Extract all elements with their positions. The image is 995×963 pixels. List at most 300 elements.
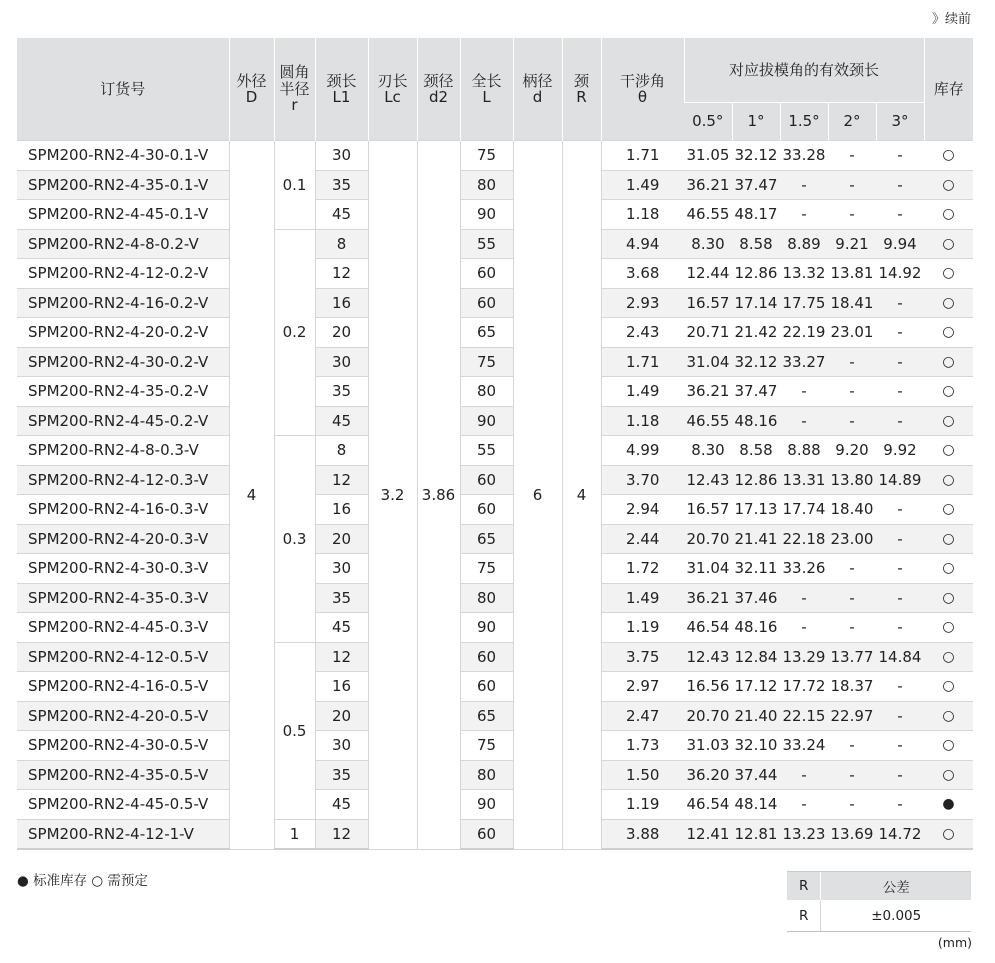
effective-neck-length: 14.92 bbox=[876, 259, 924, 289]
table-row bbox=[17, 819, 973, 849]
interference-angle: 3.70 bbox=[601, 465, 684, 495]
effective-neck-length: 22.97 bbox=[828, 701, 876, 731]
stock-status: ○ bbox=[924, 819, 973, 849]
neck-length: 12 bbox=[315, 259, 368, 289]
stock-status: ○ bbox=[924, 583, 973, 613]
neck-length: 16 bbox=[315, 495, 368, 525]
interference-angle: 1.73 bbox=[601, 731, 684, 761]
overall-length: 65 bbox=[460, 701, 513, 731]
overall-length: 90 bbox=[460, 406, 513, 436]
effective-neck-length: 8.89 bbox=[780, 229, 828, 259]
effective-neck-length: - bbox=[780, 200, 828, 230]
stock-status: ○ bbox=[924, 229, 973, 259]
interference-angle: 4.94 bbox=[601, 229, 684, 259]
effective-neck-length: 12.84 bbox=[732, 642, 780, 672]
stock-status: ○ bbox=[924, 701, 973, 731]
order-number: SPM200-RN2-4-8-0.2-V bbox=[17, 229, 229, 259]
header-order-no: 订货号 bbox=[17, 38, 229, 141]
corner-radius: 0.3 bbox=[274, 436, 315, 643]
effective-neck-length: 33.24 bbox=[780, 731, 828, 761]
stock-status: ○ bbox=[924, 554, 973, 584]
stock-status: ○ bbox=[924, 170, 973, 200]
stock-status: ○ bbox=[924, 642, 973, 672]
effective-neck-length: 18.41 bbox=[828, 288, 876, 318]
interference-angle: 1.72 bbox=[601, 554, 684, 584]
effective-neck-length: - bbox=[828, 731, 876, 761]
interference-angle: 1.49 bbox=[601, 170, 684, 200]
effective-neck-length: 46.54 bbox=[684, 613, 732, 643]
header-angle: 0.5° bbox=[684, 103, 732, 141]
effective-neck-length: 14.72 bbox=[876, 819, 924, 849]
effective-neck-length: 46.55 bbox=[684, 200, 732, 230]
effective-neck-length: 46.54 bbox=[684, 790, 732, 820]
interference-angle: 1.71 bbox=[601, 347, 684, 377]
neck-length: 12 bbox=[315, 819, 368, 849]
stock-status: ○ bbox=[924, 613, 973, 643]
effective-neck-length: - bbox=[876, 790, 924, 820]
effective-neck-length: - bbox=[780, 170, 828, 200]
effective-neck-length: 13.29 bbox=[780, 642, 828, 672]
effective-neck-length: 18.37 bbox=[828, 672, 876, 702]
header-stock: 库存 bbox=[924, 38, 973, 141]
neck-length: 45 bbox=[315, 406, 368, 436]
overall-length: 60 bbox=[460, 672, 513, 702]
interference-angle: 2.44 bbox=[601, 524, 684, 554]
effective-neck-length: 37.46 bbox=[732, 583, 780, 613]
interference-angle: 3.88 bbox=[601, 819, 684, 849]
overall-length: 75 bbox=[460, 731, 513, 761]
order-number: SPM200-RN2-4-16-0.5-V bbox=[17, 672, 229, 702]
table-row bbox=[17, 701, 973, 731]
table-row bbox=[17, 141, 973, 171]
effective-neck-length: 17.74 bbox=[780, 495, 828, 525]
order-number: SPM200-RN2-4-12-0.3-V bbox=[17, 465, 229, 495]
effective-neck-length: 20.70 bbox=[684, 701, 732, 731]
effective-neck-length: - bbox=[828, 613, 876, 643]
effective-neck-length: 9.94 bbox=[876, 229, 924, 259]
effective-neck-length: 36.21 bbox=[684, 170, 732, 200]
stock-status: ○ bbox=[924, 436, 973, 466]
stock-status: ○ bbox=[924, 141, 973, 171]
effective-neck-length: 22.18 bbox=[780, 524, 828, 554]
effective-neck-length: - bbox=[876, 347, 924, 377]
neck-length: 12 bbox=[315, 465, 368, 495]
effective-neck-length: - bbox=[828, 377, 876, 407]
overall-length: 90 bbox=[460, 200, 513, 230]
table-row bbox=[17, 200, 973, 230]
overall-length: 60 bbox=[460, 495, 513, 525]
effective-neck-length: 12.81 bbox=[732, 819, 780, 849]
effective-neck-length: 8.58 bbox=[732, 229, 780, 259]
effective-neck-length: - bbox=[828, 554, 876, 584]
effective-neck-length: 12.43 bbox=[684, 642, 732, 672]
effective-neck-length: 36.20 bbox=[684, 760, 732, 790]
order-number: SPM200-RN2-4-30-0.5-V bbox=[17, 731, 229, 761]
overall-length: 75 bbox=[460, 141, 513, 171]
product-table bbox=[17, 38, 973, 850]
effective-neck-length: 32.11 bbox=[732, 554, 780, 584]
effective-neck-length: 8.88 bbox=[780, 436, 828, 466]
table-row bbox=[17, 613, 973, 643]
neck-length: 12 bbox=[315, 642, 368, 672]
neck-length: 30 bbox=[315, 347, 368, 377]
table-row bbox=[17, 229, 973, 259]
order-number: SPM200-RN2-4-8-0.3-V bbox=[17, 436, 229, 466]
stock-status: ○ bbox=[924, 347, 973, 377]
overall-length: 80 bbox=[460, 583, 513, 613]
order-number: SPM200-RN2-4-20-0.5-V bbox=[17, 701, 229, 731]
overall-length: 65 bbox=[460, 318, 513, 348]
table-row bbox=[17, 672, 973, 702]
neck-length: 30 bbox=[315, 731, 368, 761]
effective-neck-length: 33.27 bbox=[780, 347, 828, 377]
interference-angle: 1.50 bbox=[601, 760, 684, 790]
effective-neck-length: - bbox=[780, 760, 828, 790]
effective-neck-length: 12.86 bbox=[732, 465, 780, 495]
effective-neck-length: 13.77 bbox=[828, 642, 876, 672]
stock-status: ○ bbox=[924, 377, 973, 407]
table-row bbox=[17, 170, 973, 200]
effective-neck-length: 8.30 bbox=[684, 436, 732, 466]
effective-neck-length: 9.92 bbox=[876, 436, 924, 466]
outer-diameter: 4 bbox=[229, 141, 274, 850]
header-angle: 2° bbox=[828, 103, 876, 141]
effective-neck-length: 21.40 bbox=[732, 701, 780, 731]
effective-neck-length: 37.44 bbox=[732, 760, 780, 790]
neck-length: 8 bbox=[315, 229, 368, 259]
effective-neck-length: 46.55 bbox=[684, 406, 732, 436]
effective-neck-length: - bbox=[828, 760, 876, 790]
neck-length: 20 bbox=[315, 701, 368, 731]
order-number: SPM200-RN2-4-20-0.2-V bbox=[17, 318, 229, 348]
table-row bbox=[17, 790, 973, 820]
effective-neck-length: - bbox=[780, 583, 828, 613]
corner-radius: 1 bbox=[274, 819, 315, 849]
effective-neck-length: 36.21 bbox=[684, 377, 732, 407]
effective-neck-length: - bbox=[828, 200, 876, 230]
effective-neck-length: - bbox=[876, 701, 924, 731]
order-number: SPM200-RN2-4-12-0.5-V bbox=[17, 642, 229, 672]
order-number: SPM200-RN2-4-30-0.2-V bbox=[17, 347, 229, 377]
neck-length: 20 bbox=[315, 524, 368, 554]
overall-length: 60 bbox=[460, 819, 513, 849]
effective-neck-length: - bbox=[780, 406, 828, 436]
effective-neck-length: 14.89 bbox=[876, 465, 924, 495]
effective-neck-length: 16.56 bbox=[684, 672, 732, 702]
table-row bbox=[17, 465, 973, 495]
stock-status: ○ bbox=[924, 200, 973, 230]
order-number: SPM200-RN2-4-12-0.2-V bbox=[17, 259, 229, 289]
effective-neck-length: - bbox=[828, 790, 876, 820]
header-angle: 1° bbox=[732, 103, 780, 141]
effective-neck-length: 18.40 bbox=[828, 495, 876, 525]
effective-neck-length: - bbox=[876, 406, 924, 436]
effective-neck-length: 13.32 bbox=[780, 259, 828, 289]
overall-length: 80 bbox=[460, 377, 513, 407]
table-row bbox=[17, 495, 973, 525]
effective-neck-length: 23.00 bbox=[828, 524, 876, 554]
effective-neck-length: 13.69 bbox=[828, 819, 876, 849]
effective-neck-length: - bbox=[828, 406, 876, 436]
stock-status: ○ bbox=[924, 524, 973, 554]
effective-neck-length: 48.14 bbox=[732, 790, 780, 820]
effective-neck-length: 22.19 bbox=[780, 318, 828, 348]
stock-status: ○ bbox=[924, 465, 973, 495]
effective-neck-length: - bbox=[876, 731, 924, 761]
effective-neck-length: - bbox=[876, 760, 924, 790]
interference-angle: 2.97 bbox=[601, 672, 684, 702]
order-number: SPM200-RN2-4-45-0.1-V bbox=[17, 200, 229, 230]
header-angle: 1.5° bbox=[780, 103, 828, 141]
effective-neck-length: 37.47 bbox=[732, 377, 780, 407]
effective-neck-length: 31.03 bbox=[684, 731, 732, 761]
effective-neck-length: 32.12 bbox=[732, 141, 780, 171]
effective-neck-length: - bbox=[876, 377, 924, 407]
header-shank-diameter: 柄径 d bbox=[513, 38, 562, 141]
neck-length: 30 bbox=[315, 554, 368, 584]
header-outer-diameter: 外径 D bbox=[229, 38, 274, 141]
effective-neck-length: 33.28 bbox=[780, 141, 828, 171]
header-interference-angle: 干涉角 θ bbox=[601, 38, 684, 141]
interference-angle: 1.19 bbox=[601, 613, 684, 643]
order-number: SPM200-RN2-4-45-0.5-V bbox=[17, 790, 229, 820]
effective-neck-length: 8.30 bbox=[684, 229, 732, 259]
header-neck-diameter: 颈径 d2 bbox=[417, 38, 460, 141]
table-row bbox=[17, 288, 973, 318]
effective-neck-length: 12.41 bbox=[684, 819, 732, 849]
effective-neck-length: 17.12 bbox=[732, 672, 780, 702]
stock-status: ○ bbox=[924, 318, 973, 348]
interference-angle: 2.43 bbox=[601, 318, 684, 348]
effective-neck-length: 48.17 bbox=[732, 200, 780, 230]
neck-length: 8 bbox=[315, 436, 368, 466]
neck-length: 30 bbox=[315, 141, 368, 171]
effective-neck-length: - bbox=[828, 141, 876, 171]
effective-neck-length: 16.57 bbox=[684, 288, 732, 318]
interference-angle: 1.18 bbox=[601, 200, 684, 230]
table-row bbox=[17, 583, 973, 613]
effective-neck-length: - bbox=[876, 288, 924, 318]
tolerance-table bbox=[787, 871, 971, 932]
tolerance-header-tol: 公差 bbox=[821, 872, 971, 901]
order-number: SPM200-RN2-4-45-0.2-V bbox=[17, 406, 229, 436]
effective-neck-length: - bbox=[876, 141, 924, 171]
effective-neck-length: 17.72 bbox=[780, 672, 828, 702]
effective-neck-length: - bbox=[876, 170, 924, 200]
effective-neck-length: 31.04 bbox=[684, 554, 732, 584]
effective-neck-length: - bbox=[876, 613, 924, 643]
shank-diameter: 6 bbox=[513, 141, 562, 850]
stock-status: ○ bbox=[924, 760, 973, 790]
order-number: SPM200-RN2-4-30-0.1-V bbox=[17, 141, 229, 171]
continued-label: 》续前 bbox=[931, 12, 971, 27]
table-row bbox=[17, 642, 973, 672]
order-number: SPM200-RN2-4-20-0.3-V bbox=[17, 524, 229, 554]
effective-neck-length: 32.12 bbox=[732, 347, 780, 377]
effective-neck-length: 13.23 bbox=[780, 819, 828, 849]
table-row bbox=[17, 524, 973, 554]
interference-angle: 3.68 bbox=[601, 259, 684, 289]
neck-length: 16 bbox=[315, 672, 368, 702]
effective-neck-length: 13.81 bbox=[828, 259, 876, 289]
effective-neck-length: 20.70 bbox=[684, 524, 732, 554]
effective-neck-length: 12.43 bbox=[684, 465, 732, 495]
effective-neck-length: - bbox=[876, 672, 924, 702]
interference-angle: 1.49 bbox=[601, 583, 684, 613]
effective-neck-length: - bbox=[828, 583, 876, 613]
header-effective-neck-length: 对应拔模角的有效颈长 bbox=[684, 38, 924, 103]
effective-neck-length: 33.26 bbox=[780, 554, 828, 584]
header-angle: 3° bbox=[876, 103, 924, 141]
order-number: SPM200-RN2-4-16-0.3-V bbox=[17, 495, 229, 525]
effective-neck-length: - bbox=[828, 347, 876, 377]
neck-length: 35 bbox=[315, 583, 368, 613]
order-number: SPM200-RN2-4-35-0.3-V bbox=[17, 583, 229, 613]
cutting-length: 3.2 bbox=[368, 141, 417, 850]
order-number: SPM200-RN2-4-35-0.5-V bbox=[17, 760, 229, 790]
neck-length: 20 bbox=[315, 318, 368, 348]
effective-neck-length: - bbox=[876, 318, 924, 348]
effective-neck-length: - bbox=[828, 170, 876, 200]
interference-angle: 1.49 bbox=[601, 377, 684, 407]
effective-neck-length: 20.71 bbox=[684, 318, 732, 348]
header-corner-radius: 圆角 半径 r bbox=[274, 38, 315, 141]
effective-neck-length: 9.21 bbox=[828, 229, 876, 259]
effective-neck-length: 17.14 bbox=[732, 288, 780, 318]
neck-length: 16 bbox=[315, 288, 368, 318]
header-neck-length: 颈长 L1 bbox=[315, 38, 368, 141]
table-row bbox=[17, 554, 973, 584]
effective-neck-length: 31.04 bbox=[684, 347, 732, 377]
effective-neck-length: 14.84 bbox=[876, 642, 924, 672]
effective-neck-length: - bbox=[876, 495, 924, 525]
tolerance-value-r: R bbox=[787, 900, 821, 932]
overall-length: 60 bbox=[460, 465, 513, 495]
interference-angle: 2.94 bbox=[601, 495, 684, 525]
neck-diameter: 3.86 bbox=[417, 141, 460, 850]
overall-length: 55 bbox=[460, 229, 513, 259]
table-row bbox=[17, 259, 973, 289]
effective-neck-length: 22.15 bbox=[780, 701, 828, 731]
stock-legend: ● 标准库存 ○ 需预定 bbox=[17, 873, 148, 889]
effective-neck-length: 9.20 bbox=[828, 436, 876, 466]
interference-angle: 1.71 bbox=[601, 141, 684, 171]
effective-neck-length: - bbox=[780, 790, 828, 820]
order-number: SPM200-RN2-4-30-0.3-V bbox=[17, 554, 229, 584]
corner-radius: 0.5 bbox=[274, 642, 315, 819]
header-overall-length: 全长 L bbox=[460, 38, 513, 141]
effective-neck-length: 23.01 bbox=[828, 318, 876, 348]
corner-radius: 0.1 bbox=[274, 141, 315, 230]
interference-angle: 2.93 bbox=[601, 288, 684, 318]
effective-neck-length: 13.31 bbox=[780, 465, 828, 495]
order-number: SPM200-RN2-4-35-0.2-V bbox=[17, 377, 229, 407]
tolerance-header-r: R bbox=[787, 872, 821, 901]
effective-neck-length: 12.44 bbox=[684, 259, 732, 289]
header-cutting-length: 刃长 Lc bbox=[368, 38, 417, 141]
effective-neck-length: 48.16 bbox=[732, 406, 780, 436]
effective-neck-length: 36.21 bbox=[684, 583, 732, 613]
neck-length: 35 bbox=[315, 377, 368, 407]
effective-neck-length: - bbox=[876, 554, 924, 584]
effective-neck-length: - bbox=[876, 583, 924, 613]
neck-length: 35 bbox=[315, 760, 368, 790]
effective-neck-length: 8.58 bbox=[732, 436, 780, 466]
neck-length: 45 bbox=[315, 613, 368, 643]
effective-neck-length: 32.10 bbox=[732, 731, 780, 761]
table-row bbox=[17, 760, 973, 790]
effective-neck-length: 16.57 bbox=[684, 495, 732, 525]
overall-length: 60 bbox=[460, 259, 513, 289]
stock-status: ○ bbox=[924, 731, 973, 761]
stock-status: ○ bbox=[924, 406, 973, 436]
interference-angle: 4.99 bbox=[601, 436, 684, 466]
neck-length: 45 bbox=[315, 200, 368, 230]
effective-neck-length: 17.13 bbox=[732, 495, 780, 525]
stock-status: ○ bbox=[924, 259, 973, 289]
neck-r: 4 bbox=[562, 141, 601, 850]
overall-length: 90 bbox=[460, 613, 513, 643]
corner-radius: 0.2 bbox=[274, 229, 315, 436]
overall-length: 55 bbox=[460, 436, 513, 466]
order-number: SPM200-RN2-4-12-1-V bbox=[17, 819, 229, 849]
header-neck-r: 颈 R bbox=[562, 38, 601, 141]
tolerance-value-tol: ±0.005 bbox=[821, 900, 971, 932]
interference-angle: 3.75 bbox=[601, 642, 684, 672]
order-number: SPM200-RN2-4-35-0.1-V bbox=[17, 170, 229, 200]
effective-neck-length: - bbox=[780, 377, 828, 407]
interference-angle: 1.18 bbox=[601, 406, 684, 436]
stock-status: ○ bbox=[924, 495, 973, 525]
effective-neck-length: - bbox=[876, 524, 924, 554]
stock-status: ● bbox=[924, 790, 973, 820]
neck-length: 45 bbox=[315, 790, 368, 820]
effective-neck-length: 31.05 bbox=[684, 141, 732, 171]
table-row bbox=[17, 436, 973, 466]
effective-neck-length: 17.75 bbox=[780, 288, 828, 318]
overall-length: 75 bbox=[460, 347, 513, 377]
overall-length: 75 bbox=[460, 554, 513, 584]
effective-neck-length: - bbox=[780, 613, 828, 643]
stock-status: ○ bbox=[924, 288, 973, 318]
order-number: SPM200-RN2-4-16-0.2-V bbox=[17, 288, 229, 318]
unit-label: (mm) bbox=[937, 935, 972, 950]
overall-length: 80 bbox=[460, 760, 513, 790]
table-row bbox=[17, 318, 973, 348]
overall-length: 80 bbox=[460, 170, 513, 200]
effective-neck-length: 21.42 bbox=[732, 318, 780, 348]
effective-neck-length: 21.41 bbox=[732, 524, 780, 554]
effective-neck-length: 12.86 bbox=[732, 259, 780, 289]
effective-neck-length: 37.47 bbox=[732, 170, 780, 200]
table-row bbox=[17, 347, 973, 377]
overall-length: 65 bbox=[460, 524, 513, 554]
effective-neck-length: - bbox=[876, 200, 924, 230]
stock-status: ○ bbox=[924, 672, 973, 702]
effective-neck-length: 13.80 bbox=[828, 465, 876, 495]
neck-length: 35 bbox=[315, 170, 368, 200]
order-number: SPM200-RN2-4-45-0.3-V bbox=[17, 613, 229, 643]
interference-angle: 1.19 bbox=[601, 790, 684, 820]
interference-angle: 2.47 bbox=[601, 701, 684, 731]
table-row bbox=[17, 377, 973, 407]
overall-length: 90 bbox=[460, 790, 513, 820]
effective-neck-length: 48.16 bbox=[732, 613, 780, 643]
overall-length: 60 bbox=[460, 642, 513, 672]
table-row bbox=[17, 406, 973, 436]
table-row bbox=[17, 731, 973, 761]
overall-length: 60 bbox=[460, 288, 513, 318]
